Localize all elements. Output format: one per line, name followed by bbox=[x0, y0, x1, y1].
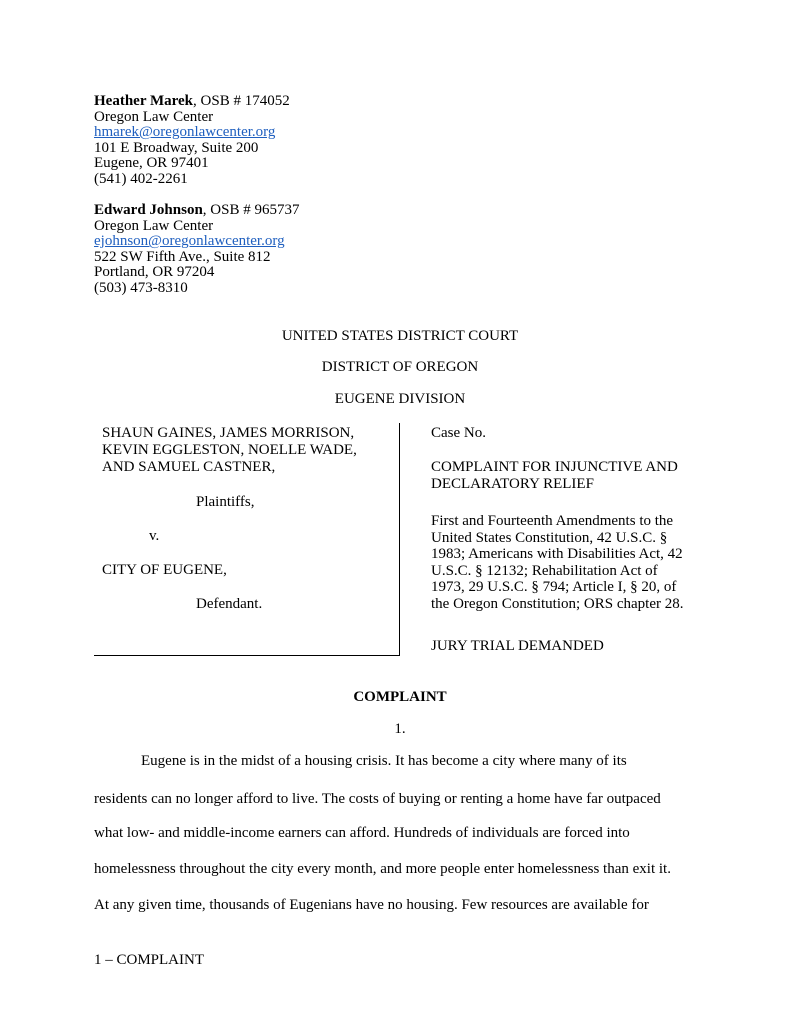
body-line: what low- and middle-income earners can afford. Hundreds of individuals are forced into bbox=[94, 825, 630, 841]
body-line: Eugene is in the midst of a housing crisis. It has become a city where many of its bbox=[141, 753, 627, 769]
plaintiffs-line: KEVIN EGGLESTON, NOELLE WADE, bbox=[102, 442, 357, 458]
attorney-name-line bbox=[94, 94, 290, 110]
attorney-name: Edward Johnson bbox=[94, 202, 203, 218]
attorney-block-johnson bbox=[94, 203, 299, 297]
page-footer: 1 – COMPLAINT bbox=[94, 952, 205, 968]
caption-vertical-divider bbox=[399, 423, 400, 656]
defendant-label: Defendant. bbox=[196, 596, 263, 612]
complaint-type-line: DECLARATORY RELIEF bbox=[431, 475, 594, 492]
attorney-block-marek bbox=[94, 94, 290, 188]
attorney-email-link[interactable]: ejohnson@oregonlawcenter.org bbox=[94, 233, 285, 250]
claims-line: United States Constitution, 42 U.S.C. § bbox=[431, 529, 668, 546]
complaint-type-line: COMPLAINT FOR INJUNCTIVE AND bbox=[431, 459, 678, 475]
attorney-bar-number: , OSB # 174052 bbox=[193, 93, 290, 109]
claims-line: U.S.C. § 12132; Rehabilitation Act of bbox=[431, 562, 658, 579]
plaintiffs-label: Plaintiffs, bbox=[196, 494, 255, 510]
caption-parties bbox=[102, 425, 392, 476]
defendant-name: CITY OF EUGENE, bbox=[102, 562, 227, 578]
body-line: residents can no longer afford to live. The costs of buying or renting a home have far outpaced bbox=[94, 791, 661, 807]
attorney-org: Oregon Law Center bbox=[94, 108, 214, 125]
body-line: homelessness throughout the city every month, and more people enter homelessness than exit it. bbox=[94, 861, 671, 877]
paragraph-number: 1. bbox=[394, 721, 406, 737]
attorney-email-link[interactable]: hmarek@oregonlawcenter.org bbox=[94, 124, 276, 141]
claims-line: the Oregon Constitution; ORS chapter 28. bbox=[431, 595, 684, 612]
versus-label: v. bbox=[149, 528, 160, 544]
claims-line: 1983; Americans with Disabilities Act, 42 bbox=[431, 546, 683, 562]
complaint-heading: COMPLAINT bbox=[353, 689, 447, 705]
attorney-name-line bbox=[94, 203, 299, 219]
attorney-address-line1: 522 SW Fifth Ave., Suite 812 bbox=[94, 248, 271, 265]
attorney-address-line2: Portland, OR 97204 bbox=[94, 264, 215, 281]
jury-demand: JURY TRIAL DEMANDED bbox=[431, 638, 604, 654]
attorney-phone: (541) 402-2261 bbox=[94, 170, 188, 187]
attorney-org: Oregon Law Center bbox=[94, 217, 214, 234]
claims-list bbox=[431, 513, 711, 612]
claims-line: 1973, 29 U.S.C. § 794; Article I, § 20, of bbox=[431, 579, 677, 595]
court-division: EUGENE DIVISION bbox=[334, 391, 466, 407]
caption-bottom-rule bbox=[94, 655, 400, 656]
attorney-bar-number: , OSB # 965737 bbox=[202, 202, 300, 218]
attorney-address-line2: Eugene, OR 97401 bbox=[94, 155, 209, 172]
attorney-address-line1: 101 E Broadway, Suite 200 bbox=[94, 139, 259, 156]
case-number-label: Case No. bbox=[431, 425, 486, 441]
court-name: UNITED STATES DISTRICT COURT bbox=[281, 328, 519, 344]
claims-line: First and Fourteenth Amendments to the bbox=[431, 513, 674, 529]
plaintiffs-line: SHAUN GAINES, JAMES MORRISON, bbox=[102, 425, 355, 441]
plaintiffs-line: AND SAMUEL CASTNER, bbox=[102, 459, 276, 475]
attorney-phone: (503) 473-8310 bbox=[94, 279, 188, 296]
court-district: DISTRICT OF OREGON bbox=[321, 359, 479, 375]
complaint-type bbox=[431, 459, 711, 492]
attorney-name: Heather Marek bbox=[94, 93, 194, 109]
body-line: At any given time, thousands of Eugenians have no housing. Few resources are available for bbox=[94, 897, 649, 913]
